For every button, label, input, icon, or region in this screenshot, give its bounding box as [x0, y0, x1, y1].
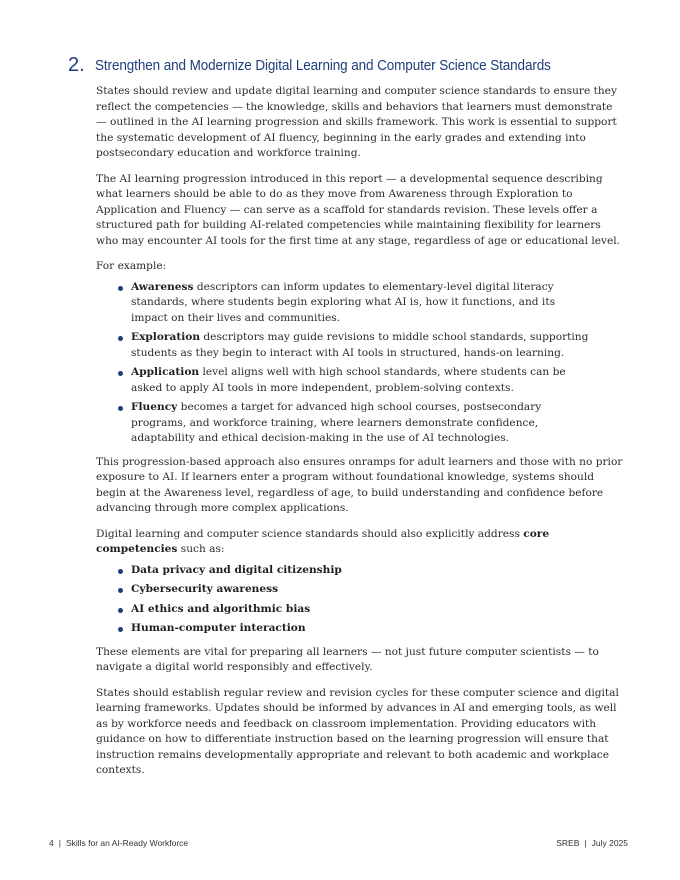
level-text: descriptors may guide revisions to middle school standards, supporting students as they begin to interact with AI tools in structured, hands-on learning. [131, 331, 589, 359]
level-term: Exploration [131, 331, 201, 343]
competencies-list [96, 563, 624, 637]
page-number: 4 [49, 838, 54, 848]
bullet-icon [118, 336, 123, 341]
levels-list [96, 280, 624, 447]
core-lead: Digital learning and computer science standards should also explicitly address [96, 527, 524, 540]
section-body [96, 84, 624, 789]
bullet-icon [118, 371, 123, 376]
footer-separator: | [584, 838, 587, 848]
level-text: level aligns well with high school standards, where students can be asked to apply AI tools in more independent, problem-solving contexts. [131, 366, 566, 394]
paragraph-onramps: This progression-based approach also ensures onramps for adult learners and those with no prior exposure to AI. If learners enter a program without foundational knowledge, systems should begin at the Awareness level, regardless of age, to build understanding and confidence before advancing through more complex applications. [96, 455, 623, 514]
publication-title: Skills for an AI-Ready Workforce [65, 838, 189, 848]
list-item-exploration [96, 330, 624, 361]
level-term: Application [131, 366, 200, 378]
list-item-competency [96, 563, 624, 579]
paragraph-review-cycles: States should establish regular review and revision cycles for these computer science and digital learning frameworks. Updates should be informed by advances in AI and emerging tools, as well as by workforce needs and feedback on classroom implementation. Providing educators with guidance on how to differentiate instruction based on the learning progression will ensure that instruction remains developmentally appropriate and relevant to both academic and workplace contexts. [96, 686, 619, 776]
paragraph-vital: These elements are vital for preparing all learners — not just future computer scientists — to navigate a digital world responsibly and effectively. [96, 645, 599, 673]
paragraph-core-competencies [96, 527, 624, 558]
level-text: becomes a target for advanced high school courses, postsecondary programs, and workforce training, where learners demonstrate confidence, adaptability and ethical decision-making in the use of AI technologies. [131, 401, 542, 444]
publication-date: July 2025 [591, 838, 628, 848]
list-item-competency [96, 602, 624, 618]
bullet-icon [118, 286, 123, 291]
bullet-icon [118, 406, 123, 411]
level-term: Awareness [131, 280, 194, 293]
list-item-fluency [96, 400, 624, 447]
competency-label: Human-computer interaction [131, 622, 306, 634]
paragraph-for-example: For example: [96, 260, 167, 272]
competency-label: AI ethics and algorithmic bias [131, 602, 311, 615]
bullet-icon [118, 627, 123, 632]
section-title: Strengthen and Modernize Digital Learning and Computer Science Standards [95, 58, 551, 74]
section-number: 2. [68, 54, 85, 76]
footer-right [556, 838, 628, 848]
footer-separator: | [58, 838, 61, 848]
bullet-icon [118, 588, 123, 593]
list-item-competency [96, 582, 624, 598]
core-bold: core competencies [96, 527, 550, 555]
bullet-icon [118, 569, 123, 574]
list-item-awareness [96, 280, 624, 327]
paragraph-progression: The AI learning progression introduced in this report — a developmental sequence describing what learners should be able to do as they move from Awareness through Exploration to Application and Fluency — can serve as a scaffold for standards revision. These levels offer a structured path for building AI-related competencies while maintaining flexibility for learners who may encounter AI tools for the first time at any stage, regardless of age or educational level. [96, 172, 621, 247]
core-tail: such as: [177, 543, 225, 555]
level-text: descriptors can inform updates to elementary-level digital literacy standards, where students begin exploring what AI is, how it functions, and its impact on their lives and communities. [131, 280, 556, 324]
list-item-competency [96, 621, 624, 637]
paragraph-intro: States should review and update digital learning and computer science standards to ensure they reflect the competencies — the knowledge, skills and behaviors that learners must demonstrate — outlined in the AI learning progression and skills framework. This work is essential to support the systematic development of AI fluency, beginning in the early grades and extending into postsecondary education and workforce training. [96, 85, 617, 159]
org-name: SREB [556, 838, 580, 848]
footer-left [49, 838, 188, 848]
competency-label: Data privacy and digital citizenship [131, 563, 342, 576]
bullet-icon [118, 608, 123, 613]
list-item-application [96, 365, 624, 396]
competency-label: Cybersecurity awareness [131, 583, 279, 595]
level-term: Fluency [131, 401, 178, 413]
